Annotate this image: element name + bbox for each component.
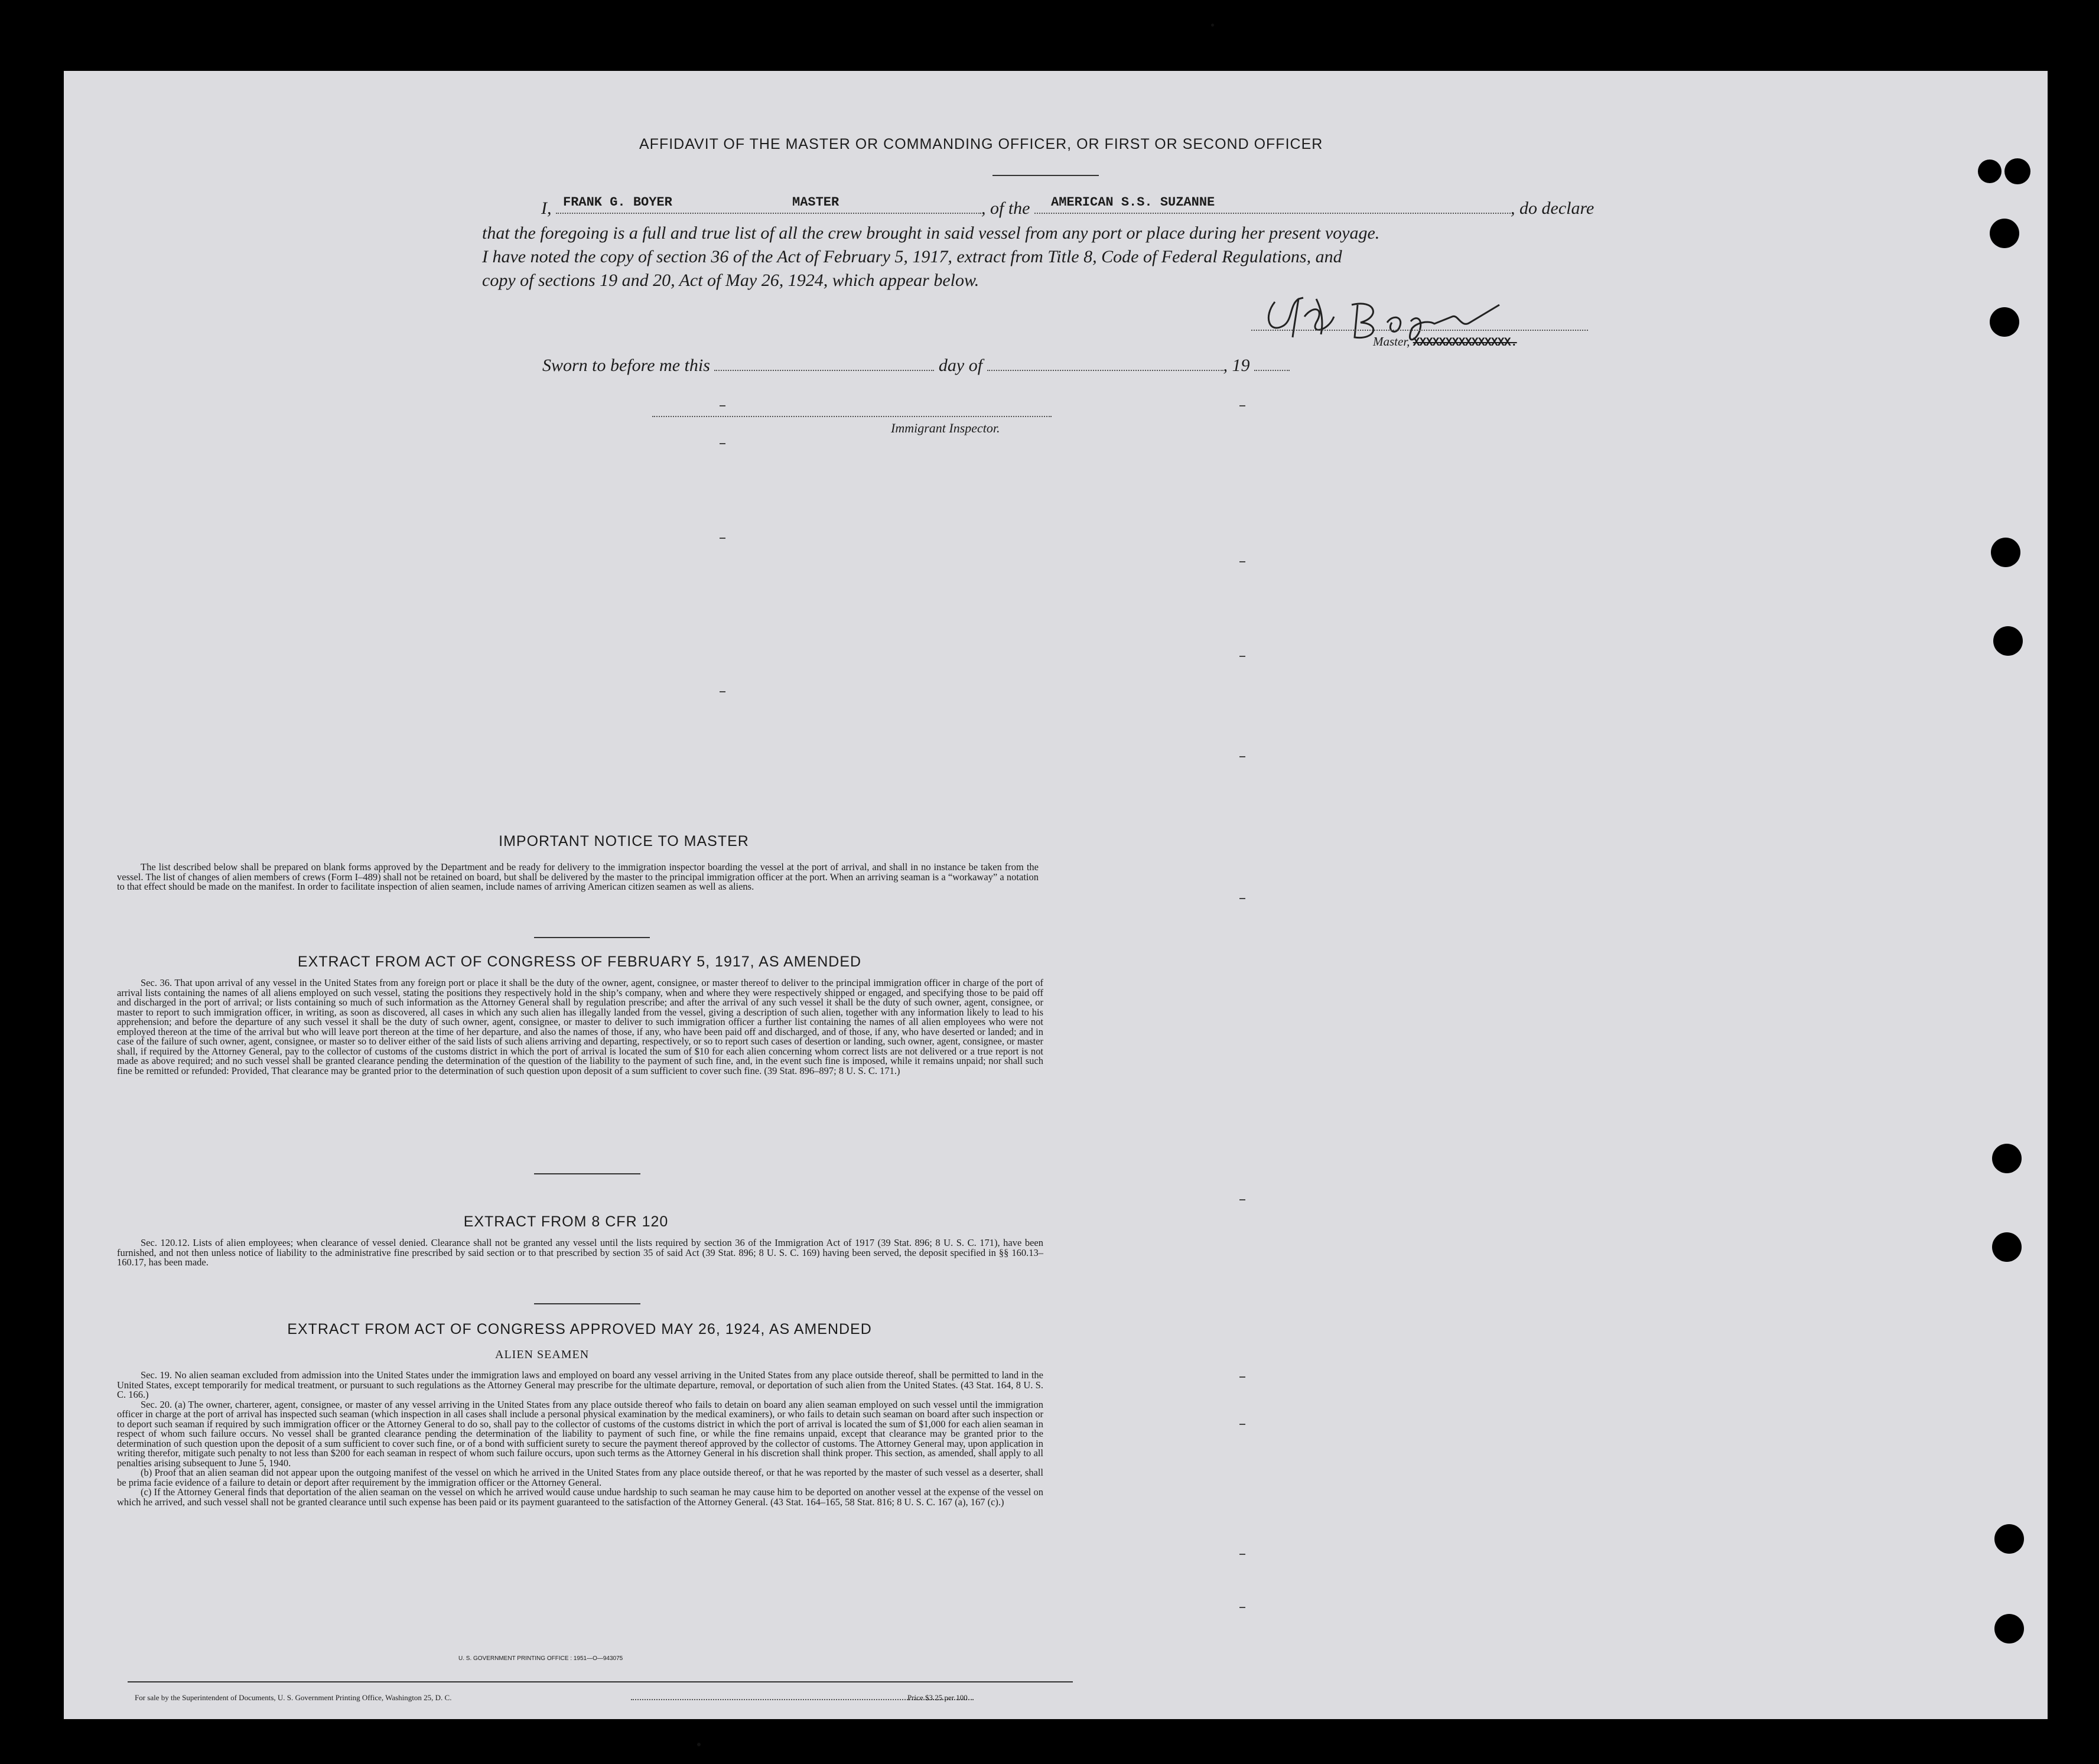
year-prefix: , 19 — [1223, 356, 1250, 375]
inspector-signature-line — [652, 416, 1052, 417]
officer-name-value: FRANK G. BOYER — [563, 195, 672, 210]
notice-heading: IMPORTANT NOTICE TO MASTER — [499, 833, 749, 850]
faint-mark — [1239, 898, 1245, 899]
faint-mark — [1239, 1554, 1245, 1555]
inspector-label: Immigrant Inspector. — [891, 421, 1000, 435]
extract-1924-text — [117, 1371, 1043, 1507]
punch-hole — [1992, 1232, 2022, 1262]
faint-mark — [720, 405, 725, 406]
affidavit-title: AFFIDAVIT OF THE MASTER OR COMMANDING OFFICER, OR FIRST OR SECOND OFFICER — [639, 136, 1323, 152]
faint-mark — [1239, 1424, 1245, 1425]
declaration-line-3: I have noted the copy of section 36 of the Act of February 5, 1917, extract from Title 8, Code of Federal Regulations, and — [482, 247, 1342, 266]
vessel-field — [1034, 195, 1511, 214]
faint-mark — [720, 538, 725, 539]
officer-name-field — [556, 195, 981, 214]
faint-mark — [1239, 561, 1245, 562]
punch-hole — [1993, 626, 2023, 656]
extract-1924-heading: EXTRACT FROM ACT OF CONGRESS APPROVED MAY 26, 1924, AS AMENDED — [287, 1321, 872, 1337]
do-declare-text: , do declare — [1511, 198, 1594, 218]
document-page — [64, 71, 2048, 1719]
for-sale-notice: For sale by the Superintendent of Documents, U. S. Government Printing Office, Washington 25, D. C. — [135, 1693, 452, 1702]
vessel-value: AMERICAN S.S. SUZANNE — [1051, 195, 1215, 210]
punch-hole — [1978, 160, 2002, 183]
sworn-day-field — [714, 356, 934, 371]
declaration-line-4: copy of sections 19 and 20, Act of May 26, 1924, which appear below. — [482, 271, 979, 290]
sworn-line — [542, 356, 1290, 376]
price-notice: Price $3.25 per 100 — [907, 1693, 968, 1702]
declaration-line-1 — [541, 195, 1594, 219]
extract-cfr-heading: EXTRACT FROM 8 CFR 120 — [463, 1213, 669, 1230]
notice-paragraph: The list described below shall be prepared on blank forms approved by the Department and be ready for delivery to the immigration inspector boarding the vessel at the port of arrival, and shall in no instance be taken from the vessel. The list of changes of alien members of crews (Form I–489) shall not be retained on board, but shall be delivered by the master to the principal immigration officer at the port. When an arriving seaman is a “workaway” a notation to that effect should be made on the manifest. In order to facilitate inspection of alien seamen, include names of arriving American citizen seamen as well as aliens. — [117, 861, 1039, 892]
extract-1917-divider — [534, 1173, 640, 1174]
punch-hole — [2004, 158, 2030, 184]
officer-rank-value: MASTER — [792, 195, 839, 210]
scan-speck — [697, 1743, 701, 1746]
declaration-prefix: I, — [541, 198, 552, 218]
footer-rule — [128, 1681, 1073, 1682]
faint-mark — [1239, 656, 1245, 657]
scan-speck — [1211, 24, 1214, 27]
punch-hole — [1994, 1524, 2024, 1554]
notice-text — [117, 863, 1039, 892]
faint-mark — [720, 443, 725, 444]
faint-mark — [1239, 1607, 1245, 1608]
signer-title-line — [1373, 334, 1517, 350]
faint-mark — [1239, 1199, 1245, 1200]
declaration-line-2: that the foregoing is a full and true list of all the crew brought in said vessel from any port or place during her present voyage. — [482, 223, 1380, 243]
extract-cfr-divider — [534, 1303, 640, 1304]
day-of-label: day of — [938, 356, 983, 375]
signature-dotted-line — [1251, 330, 1588, 331]
section-20a-paragraph: Sec. 20. (a) The owner, charterer, agent, consignee, or master of any vessel arriving in the United States from any place outside thereof who fails to detain on board any alien seaman employed on such vessel until the immigration officer in charge at the port of arrival has inspected such seaman (which inspection in all cases shall include a personal physical examination by the medical examiners), or who fails to detain such seaman on board after such inspection or to deport such seaman if required by such immigration officer or the Attorney General to do so, shall pay to the collector of customs of the customs district in which the port of arrival is located the sum of $1,000 for each alien seaman in respect of whom such failure occurs. No vessel shall be granted clearance pending the determination of the liability to payment of such fine, or while the fine remains unpaid, except that clearance may be granted prior to the determination of such question upon the deposit of a sum sufficient to cover such fine, or of a bond with sufficient surety to secure the payment thereof approved by the collector of customs. The Attorney General may, upon application in writing therefor, mitigate such penalty to not less than $200 for each seaman in respect of whom such failure occurs, upon such terms as the Attorney General in his discretion shall think proper. This section, as amended, shall apply to all penalties arising subsequent to June 5, 1940. — [117, 1398, 1043, 1469]
punch-hole — [1994, 1614, 2024, 1643]
notice-divider — [534, 937, 650, 938]
section-19-paragraph: Sec. 19. No alien seaman excluded from admission into the United States under the immigration laws and employed on board any vessel arriving in the United States from any place outside thereof, shall be permitted to land in the United States, except temporarily for medical treatment, or pursuant to such regulations as the Attorney General may prescribe for the ultimate departure, removal, or deportation of such alien from the United States. (43 Stat. 164, 8 U. S. C. 166.) — [117, 1369, 1043, 1400]
signer-title: Master, — [1373, 334, 1410, 349]
punch-hole — [1992, 1144, 2022, 1173]
extract-1917-heading: EXTRACT FROM ACT OF CONGRESS OF FEBRUARY 5, 1917, AS AMENDED — [297, 953, 862, 970]
section-120-12-paragraph: Sec. 120.12. Lists of alien employees; when clearance of vessel denied. Clearance shall not be granted any vessel until the lists required by section 36 of the Immigration Act of 1917 (39 Stat. 896; 8 U. S. C. 171), have been furnished, and not then unless notice of liability to the administrative fine prescribed by said section or to that prescribed by section 35 of said Act (39 Stat. 896; 8 U. S. C. 169) having been served, the deposit specified in §§ 160.13–160.17, has been made. — [117, 1237, 1043, 1268]
printing-office-imprint: U. S. GOVERNMENT PRINTING OFFICE : 1951—O—943075 — [458, 1655, 623, 1662]
section-36-paragraph: Sec. 36. That upon arrival of any vessel in the United States from any foreign port or place it shall be the duty of the owner, agent, consignee, or master thereof to deliver to the principal immigration officer in charge of the port of arrival lists containing the names of all aliens employed on such vessel, stating the positions they respectively hold in the ship’s company, when and where they were respectively shipped or engaged, and specifying those to be paid off and discharged in the port of arrival; or lists containing so much of such information as the Attorney General shall by regulation prescribe; and after the arrival of any such vessel it shall be the duty of such owner, agent, consignee, or master to report to such immigration officer, in writing, as soon as discovered, all cases in which any such alien has illegally landed from the vessel, giving a description of such alien, together with any information likely to lead to his apprehension; and before the departure of any such vessel it shall be the duty of such owner, agent, consignee, or master to deliver to such immigration officer a further list containing the names of all alien employees who were not employed thereon at the time of the arrival but who will leave port thereon at the time of her departure, and also the names of those, if any, who have been paid off and discharged, and of those, if any, who have deserted or landed; and in case of the failure of such owner, agent, consignee, or master so to deliver either of the said lists of such aliens arriving and departing, respectively, or so to report such cases of desertion or landing, such owner, agent, consignee, or master shall, if required by the Attorney General, pay to the collector of customs of the customs district in which the port of arrival is located the sum of $10 for each alien concerning whom correct lists are not delivered or a true report is not made as above required; and no such vessel shall be granted clearance pending the determination of the question of the liability to the payment of such fine, and, in the event such fine is imposed, while it remains unpaid; nor shall such fine be remitted or refunded: Provided, That clearance may be granted prior to the determination of such question upon deposit of a sum sufficient to cover such fine. (39 Stat. 896–897; 8 U. S. C. 171.) — [117, 977, 1043, 1076]
faint-mark — [1239, 756, 1245, 757]
punch-hole — [1991, 538, 2020, 567]
of-the-text: , of the — [981, 198, 1030, 218]
title-divider — [992, 175, 1099, 176]
punch-hole — [1990, 219, 2019, 248]
sworn-year-field — [1254, 356, 1290, 371]
sworn-month-field — [987, 356, 1223, 371]
alien-seamen-subheading: ALIEN SEAMEN — [495, 1348, 590, 1361]
struck-officer-title: XXXXXXXXXXXXXXX. — [1413, 336, 1517, 350]
punch-hole — [1990, 307, 2019, 337]
section-20c-paragraph: (c) If the Attorney General finds that deportation of the alien seaman on the vessel on which he arrived would cause undue hardship to such seaman he may cause him to be deported on another vessel at the expense of the vessel on which he arrived, and such vessel shall not be granted clearance until such expense has been paid or its payment guaranteed to the satisfaction of the Attorney General. (43 Stat. 164–165, 58 Stat. 816; 8 U. S. C. 167 (a), 167 (c).) — [117, 1486, 1043, 1508]
faint-mark — [1239, 405, 1245, 406]
faint-mark — [720, 691, 725, 692]
section-20b-paragraph: (b) Proof that an alien seaman did not appear upon the outgoing manifest of the vessel on which he arrived in the United States from any place outside thereof, or that he was reported by the master of such vessel as a deserter, shall be prima facie evidence of a failure to detain or deport after requirement by the immigration officer or the Attorney General. — [117, 1467, 1043, 1488]
sworn-label: Sworn to before me this — [542, 356, 710, 375]
faint-mark — [1239, 1376, 1245, 1378]
extract-cfr-text — [117, 1238, 1043, 1268]
extract-1917-text — [117, 978, 1043, 1076]
